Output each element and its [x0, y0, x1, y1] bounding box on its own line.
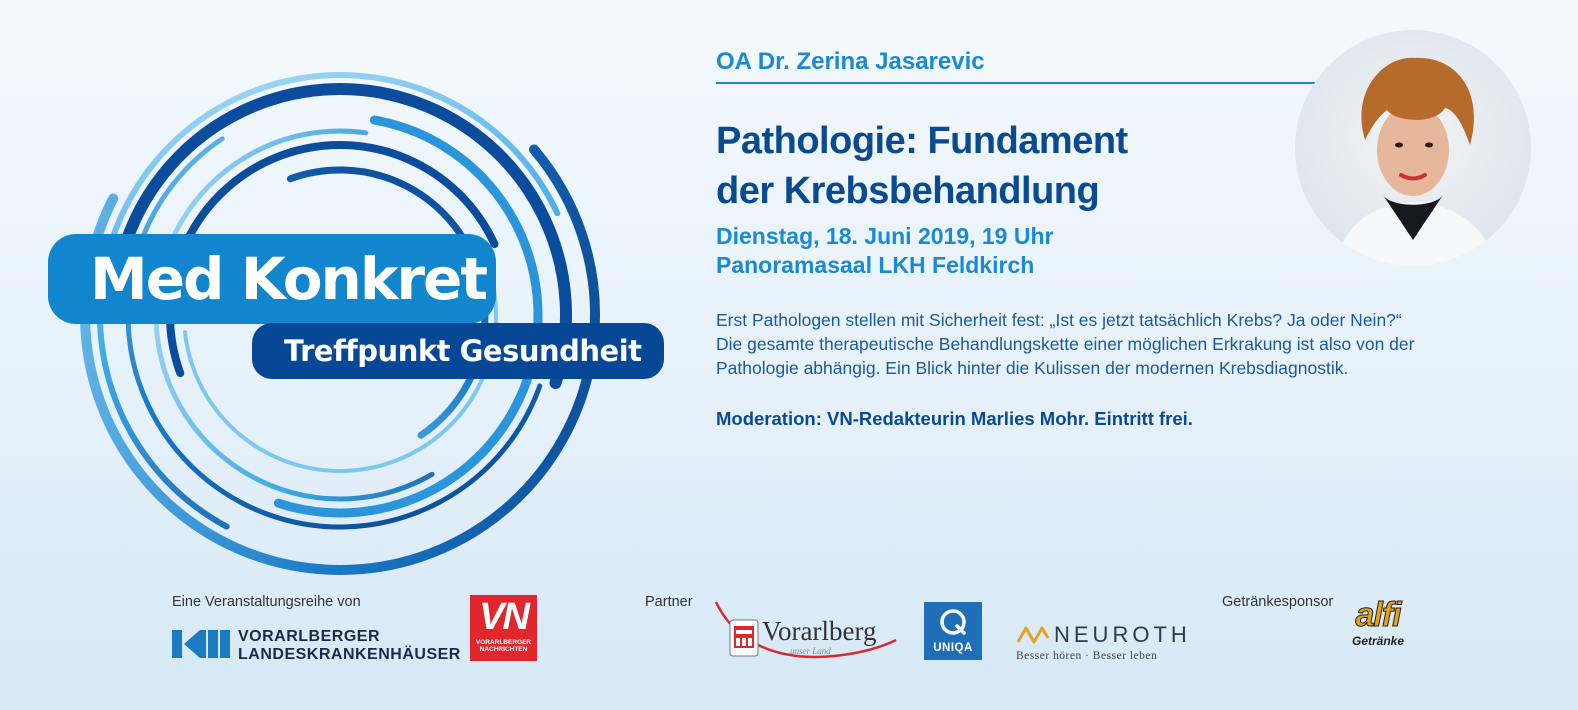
uniqa-wordmark: UNIQA [933, 642, 973, 654]
event-description [716, 308, 1486, 380]
event-title-line-1: Pathologie: Fundament [716, 120, 1128, 162]
speaker-photo [1295, 30, 1531, 266]
alfi-tagline: Getränke [1351, 634, 1405, 648]
series-label: Eine Veranstaltungsreihe von [172, 594, 361, 610]
speaker-name: OA Dr. Zerina Jasarevic [716, 48, 985, 75]
event-when-where [716, 222, 1053, 280]
neuroth-tagline: Besser hören · Besser leben [1016, 650, 1158, 662]
vorarlberg-tagline: unser Land [790, 646, 831, 656]
vlk-logo-mark [172, 628, 230, 660]
vn-logo [470, 595, 537, 661]
alfi-wordmark: alfi [1355, 596, 1401, 634]
neuroth-wordmark: NEUROTH [1054, 622, 1191, 647]
description-line-3: Pathologie abhängig. Ein Blick hinter die Kulissen der modernen Krebsdiagnostik. [716, 358, 1349, 378]
event-venue: Panoramasaal LKH Feldkirch [716, 252, 1035, 278]
description-line-1: Erst Pathologen stellen mit Sicherheit fest: „Ist es jetzt tatsächlich Krebs? Ja oder Nein?“ [716, 310, 1402, 330]
event-title-line-2: der Krebsbehandlung [716, 170, 1100, 212]
uniqa-logo-mark [924, 602, 982, 642]
uniqa-logo [924, 602, 982, 660]
moderation-note: Moderation: VN-Redakteurin Marlies Mohr. Eintritt frei. [716, 408, 1193, 429]
speaker-portrait-illustration [1295, 30, 1531, 266]
vn-logo-letters: VN [479, 596, 528, 638]
partner-label: Partner [645, 594, 693, 610]
vn-logo-line-1: VORARLBERGER [475, 639, 532, 646]
event-title [716, 116, 1276, 216]
brand-main-pill [48, 234, 496, 324]
speaker-divider [716, 82, 1316, 84]
event-date: Dienstag, 18. Juni 2019, 19 Uhr [716, 223, 1054, 249]
alfi-logo [1343, 596, 1413, 662]
brand-main-text: Med Konkret [90, 245, 487, 313]
vn-logo-line-2: NACHRICHTEN [479, 646, 528, 653]
vlk-line-1: VORARLBERGER [238, 628, 381, 645]
description-line-2: Die gesamte therapeutische Behandlungskette einer möglichen Erkrakung ist also von der [716, 334, 1415, 354]
sponsor-label: Getränkesponsor [1222, 594, 1334, 610]
vlk-line-2: LANDESKRANKENHÄUSER [238, 646, 461, 663]
vorarlberg-wordmark: Vorarlberg [762, 616, 877, 646]
vlk-wordmark [238, 628, 461, 664]
brand-sub-pill [252, 323, 664, 379]
brand-sub-text: Treffpunkt Gesundheit [284, 334, 642, 368]
neuroth-wave-icon [1016, 624, 1050, 646]
